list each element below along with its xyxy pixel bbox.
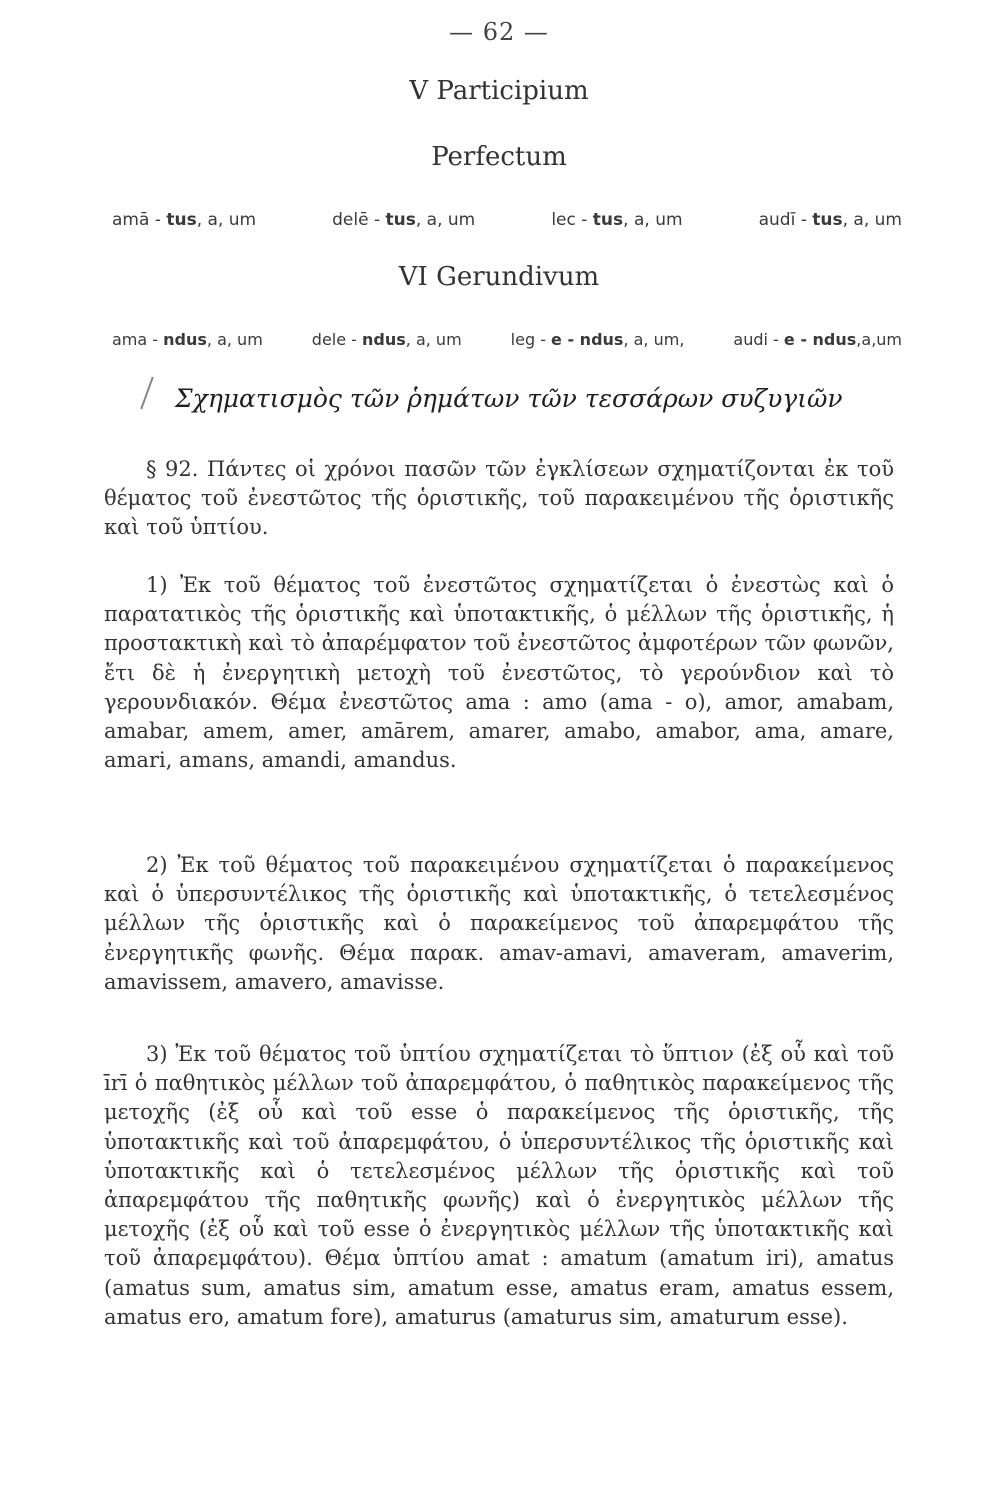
paragraph-text: 3) Ἐκ τοῦ θέματος τοῦ ὑπτίου σχηματίζεται τὸ ὕπτιον (ἐξ οὗ καὶ τοῦ īrī ὁ παθητικὸς μέλλων τοῦ ἀπαρεμφάτου, ὁ παθητικὸς παρακείμενος τῆς μετοχῆς (ἐξ οὗ καὶ τοῦ esse ὁ παρακείμενος τῆς ὁριστικῆς, τῆς ὑποτακτικῆς καὶ τοῦ ἀπαρεμφάτου, ὁ ὑπερσυντέλικος τῆς ὁριστικῆς καὶ ὑποτακτικῆς καὶ ὁ τετελεσμένος μέλλων τῆς ὁριστικῆς καὶ τοῦ ἀπαρεμφάτου τῆς παθητικῆς φωνῆς) καὶ ὁ ἐνεργητικὸς μέλλων τῆς μετοχῆς (ἐξ οὗ καὶ τοῦ esse ὁ ἐνεργητικὸς μέλλων τῆς ὑποτακτικῆς καὶ τοῦ ἀπαρεμφάτου). Θέμα ὑπτίου amat : amatum (amatum iri), amatus (amatus sum, amatus sim, amatum esse, amatus eram, amatus essem, amatus ero, amatum fore), amaturus (amaturus sim, amaturum esse).	[104, 1042, 894, 1329]
paragraph-3	[104, 1040, 894, 1332]
paragraph-text: 2) Ἐκ τοῦ θέματος τοῦ παρακειμένου σχηματίζεται ὁ παρακείμενος καὶ ὁ ὑπερσυντέλικος τῆς ὁριστικῆς καὶ ὑποτακτικῆς, ὁ τετελεσμένος μέλλων τῆς ὁριστικῆς καὶ ὁ παρακείμενος τοῦ ἀπαρεμφάτου τῆς ἐνεργητικῆς φωνῆς. Θέμα παρακ. amav-amavi, amaveram, amaverim, amavissem, amavero, amavisse.	[104, 853, 894, 994]
gerundivum-form: ama - ndus, a, um	[112, 330, 263, 349]
page-number: — 62 —	[449, 18, 549, 46]
paragraph-2	[104, 851, 894, 997]
paragraph-1	[104, 571, 894, 775]
heading-perfectum: Perfectum	[431, 142, 567, 172]
perfectum-form: audī - tus, a, um	[758, 210, 902, 230]
perfectum-form: lec - tus, a, um	[551, 210, 683, 230]
perfectum-forms	[112, 210, 902, 230]
heading-gerundivum: VI Gerundivum	[398, 262, 600, 292]
perfectum-form: amā - tus, a, um	[112, 210, 257, 230]
heading-participium: V Participium	[409, 76, 589, 106]
perfectum-form: delē - tus, a, um	[332, 210, 476, 230]
paragraph-intro	[104, 455, 894, 543]
section-title: Σχηματισμὸς τῶν ῥημάτων τῶν τεσσάρων συζυγιῶν	[175, 384, 843, 413]
paragraph-text: 1) Ἐκ τοῦ θέματος τοῦ ἐνεστῶτος σχηματίζεται ὁ ἐνεστὼς καὶ ὁ παρατατικὸς τῆς ὁριστικῆς καὶ ὑποτακτικῆς, ὁ μέλλων τῆς ὁριστικῆς, ἡ προστακτικὴ καὶ τὸ ἀπαρέμφατον τοῦ ἐνεστῶτος ἀμφοτέρων τῶν φωνῶν, ἔτι δὲ ἡ ἐνεργητικὴ μετοχὴ τοῦ ἐνεστῶτος, τὸ γερούνδιον καὶ τὸ γερουνδιακόν. Θέμα ἐνεστῶτος ama : amo (ama - o), amor, amabam, amabar, amem, amer, amārem, amarer, amabo, amabor, ama, amare, amari, amans, amandi, amandus.	[104, 573, 894, 773]
gerundivum-form: leg - e - ndus, a, um,	[510, 330, 685, 349]
gerundivum-form: dele - ndus, a, um	[311, 330, 462, 349]
paragraph-text: § 92. Πάντες οἱ χρόνοι πασῶν τῶν ἐγκλίσεων σχηματίζονται ἐκ τοῦ θέματος τοῦ ἐνεστῶτος τῆς ὁριστικῆς, τοῦ παρακειμένου τῆς ὁριστικῆς καὶ τοῦ ὑπτίου.	[104, 457, 894, 540]
gerundivum-form: audi - e - ndus,a,um	[733, 330, 902, 349]
gerundivum-forms	[112, 330, 902, 349]
pencil-mark	[140, 377, 154, 410]
